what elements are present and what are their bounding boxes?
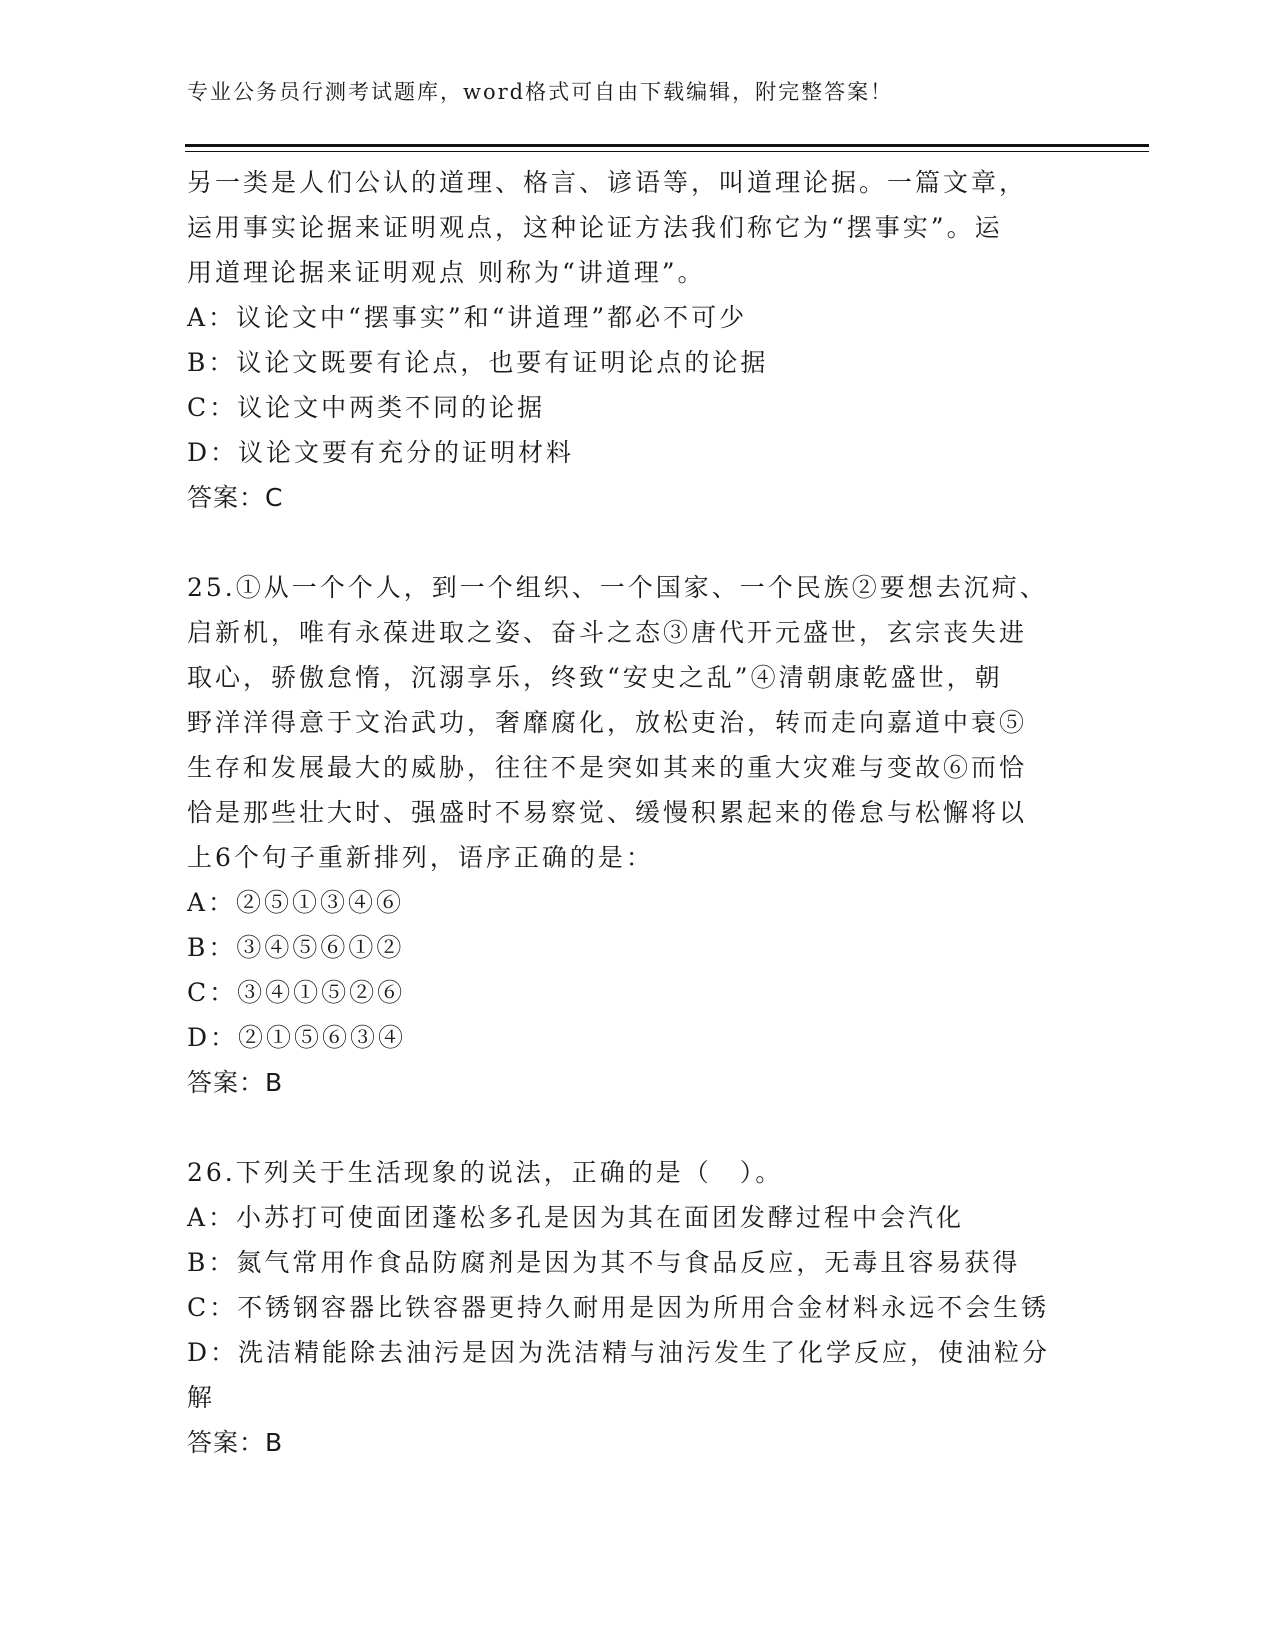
answer-label: 答案：B: [187, 1068, 284, 1097]
header-rule-thin: [185, 151, 1149, 152]
question-text-line: 25.①从一个个人，到一个组织、一个国家、一个民族②要想去沉疴、: [187, 573, 1048, 602]
option-d: D：洗洁精能除去油污是因为洗洁精与油污发生了化学反应，使油粒分: [187, 1338, 1051, 1367]
option-d-continuation: 解: [187, 1383, 216, 1412]
option-c: C：不锈钢容器比铁容器更持久耐用是因为所用合金材料永远不会生锈: [187, 1293, 1050, 1322]
option-a: A：议论文中“摆事实”和“讲道理”都必不可少: [187, 303, 748, 332]
option-c: C：③④①⑤②⑥: [187, 978, 406, 1007]
question-spacer: [187, 1105, 1087, 1150]
question-text-line: 26.下列关于生活现象的说法，正确的是（ ）。: [187, 1158, 784, 1187]
question-text-line: 野洋洋得意于文治武功，奢靡腐化，放松吏治，转而走向嘉道中衰⑤: [187, 708, 1028, 737]
option-b: B：议论文既要有论点，也要有证明论点的论据: [187, 348, 769, 377]
option-a: A：②⑤①③④⑥: [187, 888, 405, 917]
option-c: C：议论文中两类不同的论据: [187, 393, 546, 422]
header-rule-thick: [185, 144, 1149, 147]
question-24-tail: [187, 160, 1087, 520]
page-header: 专业公务员行测考试题库，word格式可自由下载编辑，附完整答案！: [187, 80, 894, 104]
option-a: A：小苏打可使面团蓬松多孔是因为其在面团发酵过程中会汽化: [187, 1203, 965, 1232]
option-b: B：氮气常用作食品防腐剂是因为其不与食品反应，无毒且容易获得: [187, 1248, 1021, 1277]
question-text-line: 上6个句子重新排列，语序正确的是：: [187, 843, 654, 872]
question-text-line: 取心，骄傲怠惰，沉溺享乐，终致“安史之乱”④清朝康乾盛世，朝: [187, 663, 1003, 692]
question-text-line: 生存和发展最大的威胁，往往不是突如其来的重大灾难与变故⑥而恰: [187, 753, 1028, 782]
option-b: B：③④⑤⑥①②: [187, 933, 405, 962]
answer-label: 答案：B: [187, 1428, 284, 1457]
question-text-line: 恰是那些壮大时、强盛时不易察觉、缓慢积累起来的倦怠与松懈将以: [187, 798, 1028, 827]
question-spacer: [187, 520, 1087, 565]
question-25: [187, 565, 1087, 1105]
question-26: [187, 1150, 1087, 1465]
document-body: [187, 160, 1087, 1465]
question-text-line: 另一类是人们公认的道理、格言、谚语等，叫道理论据。一篇文章，: [187, 168, 1028, 197]
question-text-line: 启新机，唯有永葆进取之姿、奋斗之态③唐代开元盛世，玄宗丧失进: [187, 618, 1028, 647]
answer-label: 答案：C: [187, 483, 284, 512]
question-text-line: 运用事实论据来证明观点，这种论证方法我们称它为“摆事实”。运: [187, 213, 1003, 242]
option-d: D：议论文要有充分的证明材料: [187, 438, 575, 467]
question-text-line: 用道理论据来证明观点 则称为“讲道理”。: [187, 258, 706, 287]
option-d: D：②①⑤⑥③④: [187, 1023, 407, 1052]
